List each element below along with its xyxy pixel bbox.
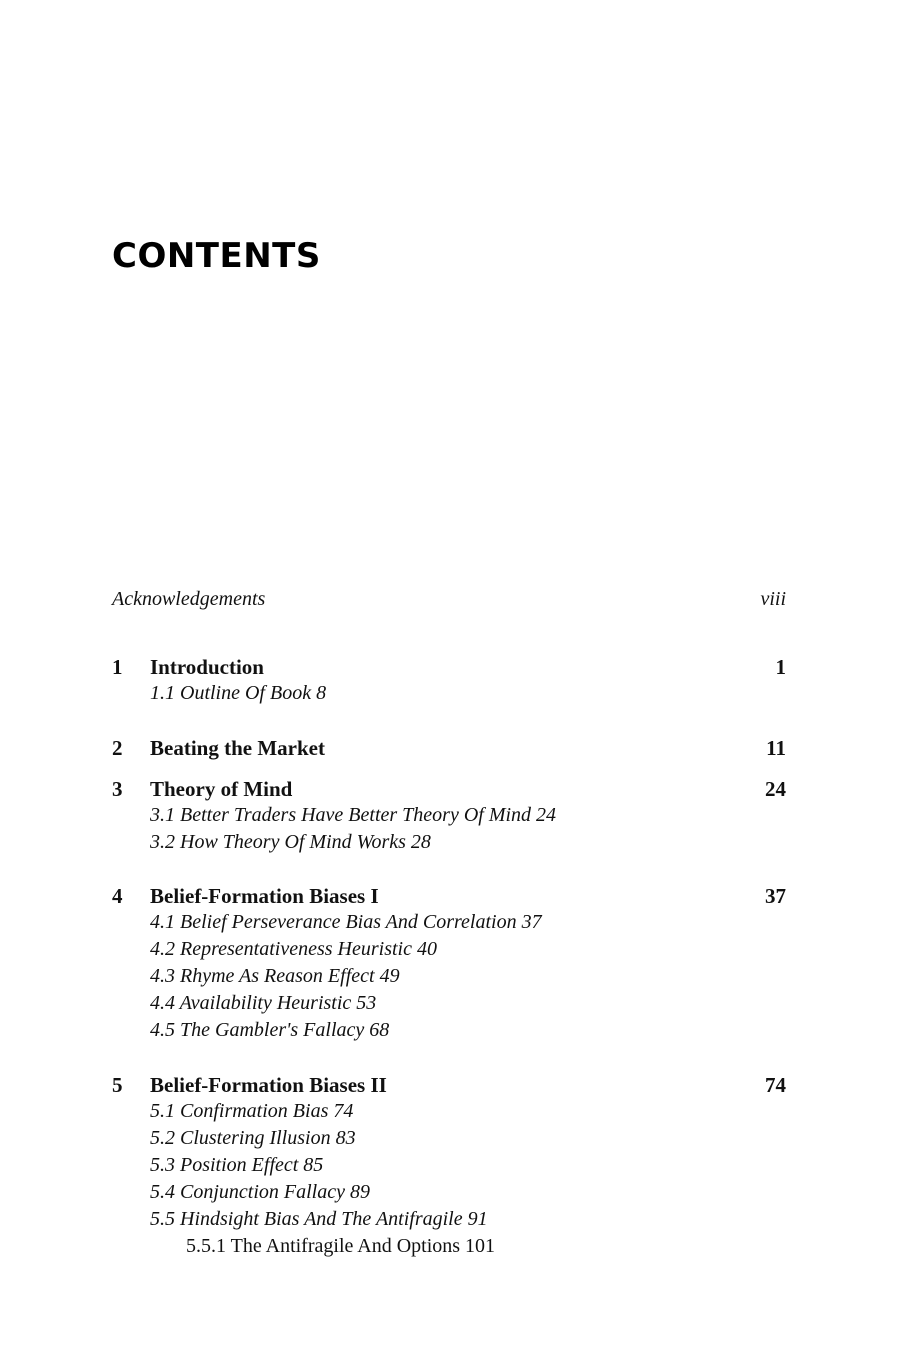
chapter-title: Belief-Formation Biases II	[150, 1073, 387, 1097]
chapter-number: 4	[112, 884, 123, 908]
toc-chapter-2	[112, 736, 786, 763]
chapter-page: 24	[765, 777, 786, 801]
chapter-number: 1	[112, 655, 123, 679]
chapter-number: 2	[112, 736, 123, 760]
toc-section[interactable]: 3.2 How Theory Of Mind Works 28	[150, 831, 431, 853]
toc-section[interactable]: 4.5 The Gambler's Fallacy 68	[150, 1019, 390, 1041]
chapter-heading[interactable]	[112, 655, 786, 682]
toc-section[interactable]: 5.3 Position Effect 85	[150, 1154, 324, 1176]
toc-section[interactable]: 5.2 Clustering Illusion 83	[150, 1127, 356, 1149]
entry-page: viii	[760, 588, 786, 610]
toc-section[interactable]: 4.4 Availability Heuristic 53	[150, 992, 377, 1014]
chapter-page: 74	[765, 1073, 786, 1097]
chapter-heading[interactable]	[112, 777, 786, 804]
chapter-number: 3	[112, 777, 123, 801]
toc-section[interactable]: 4.1 Belief Perseverance Bias And Correlation 37	[150, 911, 542, 933]
toc-section[interactable]: 5.5 Hindsight Bias And The Antifragile 91	[150, 1208, 488, 1230]
toc-chapter-1	[112, 655, 786, 709]
toc-entry-acknowledgements[interactable]	[112, 588, 786, 611]
chapter-heading[interactable]	[112, 1073, 786, 1100]
toc-section[interactable]: 5.1 Confirmation Bias 74	[150, 1100, 354, 1122]
page-title: CONTENTS	[112, 236, 321, 276]
toc-section[interactable]: 5.4 Conjunction Fallacy 89	[150, 1181, 370, 1203]
toc-chapter-4	[112, 884, 786, 1046]
toc-chapter-5	[112, 1073, 786, 1262]
toc-section[interactable]: 4.3 Rhyme As Reason Effect 49	[150, 965, 400, 987]
chapter-title: Introduction	[150, 655, 264, 679]
chapter-heading[interactable]	[112, 884, 786, 911]
entry-title: Acknowledgements	[112, 588, 266, 610]
chapter-title: Beating the Market	[150, 736, 325, 760]
chapter-title: Belief-Formation Biases I	[150, 884, 379, 908]
chapter-page: 11	[766, 736, 786, 760]
toc-section[interactable]: 4.2 Representativeness Heuristic 40	[150, 938, 437, 960]
chapter-page: 1	[775, 655, 786, 679]
toc-chapter-3	[112, 777, 786, 858]
chapter-number: 5	[112, 1073, 123, 1097]
chapter-title: Theory of Mind	[150, 777, 293, 801]
toc-section[interactable]: 3.1 Better Traders Have Better Theory Of Mind 24	[150, 804, 557, 826]
toc-section[interactable]: 1.1 Outline Of Book 8	[150, 682, 327, 704]
toc-subsection[interactable]: 5.5.1 The Antifragile And Options 101	[186, 1235, 496, 1257]
chapter-page: 37	[765, 884, 786, 908]
chapter-heading[interactable]	[112, 736, 786, 763]
